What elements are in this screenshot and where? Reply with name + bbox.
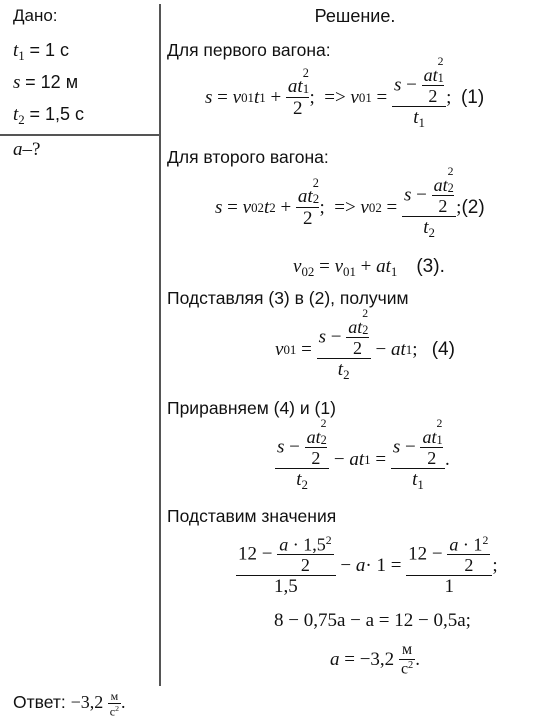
given-header: Дано: xyxy=(13,6,58,25)
equation-2: s = v 02 t 2 + at 2 2 2 ; => v 02 = s − at 2 2 2 $t_2$ ; (2) xyxy=(215,165,485,240)
substitute-values-label: Подставим значения xyxy=(167,506,337,526)
equation-4: v 01 = s − at 2 2 2 $t_2$ − at 1 ; (4) xyxy=(275,307,455,382)
equation-3: $v_{02} = v_{01} + at_1$ (3). xyxy=(293,256,445,279)
first-wagon-label: Для первого вагона: xyxy=(167,40,331,60)
equation-1: s = v 01 t 1 + at 2 1 2 ; => v 01 = s − at 2 1 2 $t_1$ ; (1) xyxy=(205,55,485,130)
given-s: s = 12 м xyxy=(13,72,79,93)
given-t2: $t_2 = 1,5$ с xyxy=(13,104,85,127)
substituting-label: Подставляя (3) в (2), получим xyxy=(167,288,409,308)
horizontal-divider xyxy=(0,134,160,136)
equation-equate: s − at 2 2 2 $t_2$ − at 1 = s − at 2 1 2 $t_1$ . xyxy=(277,417,450,492)
second-wagon-label: Для второго вагона: xyxy=(167,147,329,167)
answer-value: −3,2 xyxy=(70,691,104,712)
equate-label: Приравняем (4) и (1) xyxy=(167,398,336,418)
answer: Ответ: −3,2 $\frac{м}{с^2}$ . xyxy=(13,689,126,718)
equation-numeric: 12 − $\frac{a \cdot 1,5^2}{2}$ 1,5 − a · 1 = 12 − $\frac{a \cdot 1^2}{2}$ 1 ; xyxy=(238,534,498,598)
answer-label: Ответ: xyxy=(13,691,66,712)
given-t1: $t_1 = 1$ с xyxy=(13,40,70,63)
vertical-divider xyxy=(159,4,161,686)
equation-linear: 8 − 0,75a − a = 12 − 0,5a; xyxy=(274,610,471,631)
solution-title: Решение. xyxy=(314,6,396,26)
equation-result: a = −3,2 $\frac{м}{с^2}$ . xyxy=(330,641,420,678)
given-find: a–? xyxy=(13,139,41,160)
